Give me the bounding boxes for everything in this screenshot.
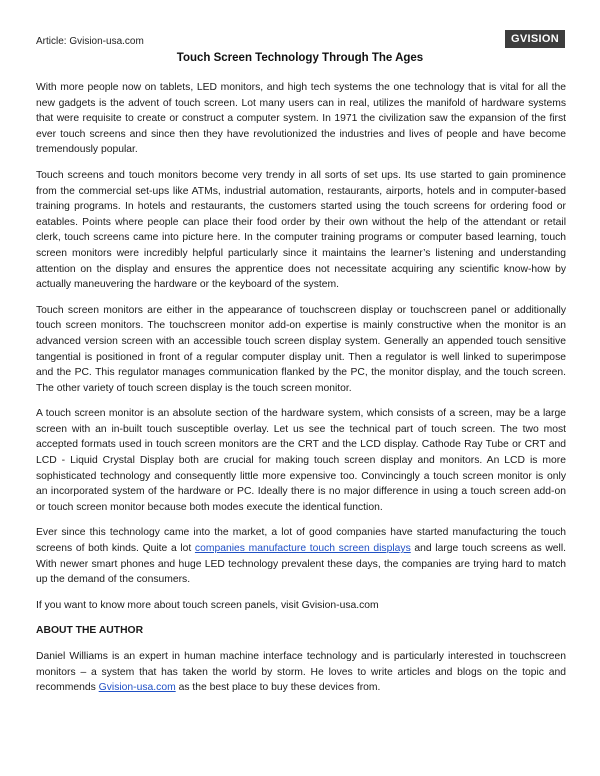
- manufacturers-link[interactable]: companies manufacture touch screen displays: [194, 543, 411, 555]
- author-bio: [36, 649, 566, 696]
- article-body: [36, 80, 566, 706]
- paragraph-visit: If you want to know more about touch screen panels, visit Gvision-usa.com: [36, 599, 379, 611]
- paragraph-types: Touch screen monitors are either in the appearance of touchscreen display or touchscreen panel or additionally touch screen monitors. The touchscreen monitor add-on expertise is mainly constructive when the monitor is an advanced version screen with an accessible touch screen display system. Generally an appended touch sensitive tangential is positioned in front of a regular computer display unit. Then a regulator is well linked to superimpose and the PC. This regulator manages communication flanked by the PC, the monitor display, and the touch screen. The other variety of touch screen display is the touch screen monitor.: [36, 304, 566, 394]
- author-bio-text-end: as the best place to buy these devices from.: [175, 682, 381, 694]
- author-bio-text-start: Daniel Williams is an expert in human machine interface technology and is particularly interested in touchscreen monitors – a system that has taken the world by storm. He loves to write articles and blogs on the topic and recommends: [36, 651, 566, 694]
- paragraph-technical: A touch screen monitor is an absolute section of the hardware system, which consists of a screen, may be a large screen with an in-built touch susceptible overlay. Let us see the technical part of touch screen. The two most accepted formats used in touch screen monitors are the CRT and the LCD display. Cathode Ray Tube or CRT and LCD - Liquid Crystal Display both are crucial for making touch screen display and monitors. An LCD is more sophisticated technology and consequently little more expensive too. Convincingly a touch screen monitor is only an incorporated system of the hardware or PC. Ideally there is no major difference in using a touch screen add-on or touch screen monitor because both modes execute the identical function.: [36, 408, 566, 513]
- page-title: Touch Screen Technology Through The Ages: [176, 52, 424, 64]
- article-source: Article: Gvision-usa.com: [36, 36, 144, 47]
- paragraph-intro: With more people now on tablets, LED monitors, and high tech systems the one technology that is vital for all the new gadgets is the advent of touch screen. Lot many users can in real, utilizes the manifold of hardware systems that were requisite to create or construct a computer system. In 1971 the civilization saw the expansion of the first ever touch screens and since then they have revolutionized the industries and lives of people and have become tremendously popular.: [36, 82, 566, 156]
- paragraph-manufacturers-text-end: and large touch screens as well. With newer smart phones and huge LED technology prevalent these days, the companies are trying hard to match up the demand of the consumers.: [36, 543, 567, 586]
- paragraph-manufacturers: [36, 525, 566, 587]
- paragraph-usage: Touch screens and touch monitors become very trendy in all sorts of set ups. Its use started to gain prominence from the commercial set-ups like ATMs, industrial automation, restaurants, airports, hotels and in computer-based training programs. In hotels and restaurants, the customers started using the touch screens for ordering food or eatables. Points where people can place their food order by their own without the help of the attendant or retail clerk, touch screens came into picture here. In the computer training programs or computer based learning, touch screen monitors were incredibly helpful particularly since it maintains the learner’s listening and understanding attention on the display and ensures the apprentice does not necessitate acquiring any scientific know-how by actually maneuvering the hardware or the keyboard of the system.: [36, 169, 566, 291]
- gvision-link[interactable]: Gvision-usa.com: [98, 682, 176, 694]
- gvision-logo: GVISION: [505, 30, 565, 48]
- paragraph-manufacturers-text-start: Ever since this technology came into the market, a lot of good companies have started manufacturing the touch screens of both kinds. Quite a lot: [36, 527, 566, 555]
- author-heading: ABOUT THE AUTHOR: [36, 625, 144, 637]
